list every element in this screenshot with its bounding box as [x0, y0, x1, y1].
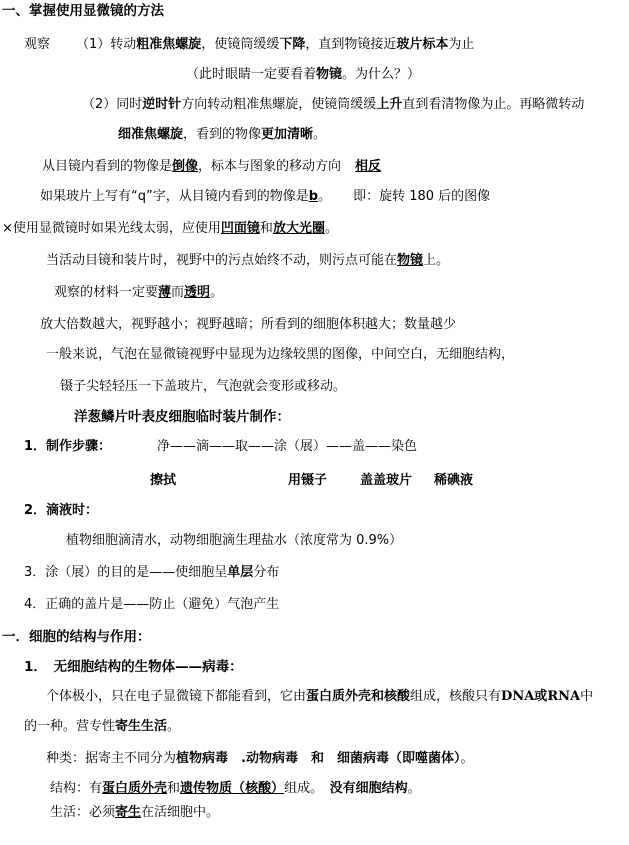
image-orientation-line — [42, 158, 381, 176]
descend-term: 下降 — [279, 37, 306, 52]
ascend-term: 上升 — [376, 97, 403, 112]
material-text: 。 — [210, 285, 224, 300]
note-text: 。为什么？） — [342, 67, 421, 82]
parasite-term: 寄生 — [115, 805, 142, 820]
rna-term: RNA — [547, 689, 581, 704]
no-cell-structure-term: 没有细胞结构 — [329, 781, 408, 796]
stain-text: 当活动目镜和装片时，视野中的污点始终不动，则污点可能在 — [46, 253, 398, 268]
orientation-text: 从目镜内看到的物像是 — [42, 159, 173, 174]
steps-label: 1．制作步骤： — [24, 439, 112, 454]
q-text: 如果玻片上写有“q”字，从目镜内看到的物像是 — [40, 189, 309, 204]
single-layer-term: 单层 — [227, 565, 254, 580]
nucleic-acid-term: 核酸 — [245, 781, 272, 796]
sub-label-wipe: 擦拭 — [150, 473, 177, 488]
slide-term: 玻片标本 — [396, 37, 449, 52]
q-text: 。 — [318, 189, 332, 204]
coarse-focus-term: 粗准焦螺旋 — [136, 37, 202, 52]
objective-term: 物镜 — [316, 67, 343, 82]
virus-text: 的一种。营专性 — [24, 719, 116, 734]
large-aperture-term: 放大光圈 — [272, 221, 325, 236]
item3-line — [24, 564, 279, 582]
thin-term: 薄 — [158, 285, 172, 300]
bacteriophage-term: 细菌病毒（即噬菌体） — [336, 751, 461, 766]
onion-title: 洋葱鳞片叶表皮细胞临时装片制作： — [74, 409, 290, 425]
fine-focus-term: 细准焦螺旋 — [118, 127, 184, 142]
drop-label: 2．滴液时： — [24, 503, 99, 518]
step1-text: ，使镜筒缓缓 — [201, 37, 280, 52]
step1-text: （1）转动 — [76, 37, 137, 52]
note-text: （此时眼睛一定要看着 — [186, 67, 317, 82]
steps-text: 净——滴——取——涂（展）——盖——染色 — [157, 439, 418, 454]
bubble-line2: 镊子尖轻轻压一下盖玻片，气泡就会变形或移动。 — [60, 379, 347, 394]
structure-text: 。 — [407, 781, 421, 796]
material-text: 观察的材料一定要 — [54, 285, 159, 300]
item3-text: 分布 — [253, 565, 280, 580]
opposite-term: 相反 — [355, 159, 382, 174]
inverted-term: 倒像 — [172, 159, 199, 174]
virus-text: 。 — [167, 719, 181, 734]
virus-p2 — [24, 718, 180, 736]
parasitic-term: 寄生生活 — [115, 719, 168, 734]
genetic-material-close: ） — [271, 781, 285, 796]
step2-line1 — [82, 96, 584, 114]
section-title-cell: 一．细胞的结构与作用： — [2, 629, 151, 645]
orientation-text: ，标本与图象的移动方向 — [198, 159, 342, 174]
step2-text: 。 — [313, 127, 327, 142]
observe-label: 观察 — [24, 37, 51, 52]
bubble-line1: 一般来说，气泡在显微镜视野中显现为边缘较黑的图像，中间空白，无细胞结构， — [46, 347, 515, 362]
transparent-term: 透明 — [184, 285, 211, 300]
rotation-note: 即：旋转 180 后的图像 — [353, 189, 491, 204]
dna-term: DNA — [501, 689, 535, 704]
stain-note-line — [46, 252, 449, 270]
plant-virus-term: 植物病毒 — [176, 751, 229, 766]
structure-text: 和 — [167, 781, 181, 796]
virus-types-line — [46, 750, 474, 768]
step2-line2 — [118, 126, 326, 144]
types-text: 种类：据寄主不同分为 — [46, 751, 177, 766]
steps-line — [24, 438, 417, 456]
step2-text: 方向转动粗准焦螺旋，使镜筒缓缓 — [181, 97, 377, 112]
protein-nucleic-term: 蛋白质外壳和核酸 — [306, 689, 411, 704]
step2-text: （2）同时 — [82, 97, 143, 112]
virus-text: 组成，核酸只有 — [410, 689, 502, 704]
types-text: 。 — [460, 751, 474, 766]
step2-text: 直到看清物像为止。再略微转动 — [402, 97, 585, 112]
structure-text: 组成。 — [284, 781, 330, 796]
step2-text: ，看到的物像 — [183, 127, 262, 142]
section-title-microscope: 一、掌握使用显微镜的方法 — [2, 3, 164, 19]
dim-text: ×使用显微镜时如果光线太弱，应使用 — [2, 221, 221, 236]
sub-label-iodine: 稀碘液 — [434, 473, 474, 488]
virus-text: 中 — [580, 689, 594, 704]
step1-text: ，直到物镜接近 — [305, 37, 397, 52]
magnification-line: 放大倍数越大，视野越小；视野越暗；所看到的细胞体积越大；数量越少 — [40, 317, 457, 332]
dim-text: 和 — [259, 221, 273, 236]
objective-lens-term: 物镜 — [397, 253, 424, 268]
genetic-material-term: 遗传物质（ — [180, 781, 246, 796]
concave-mirror-term: 凹面镜 — [220, 221, 260, 236]
or-term: 或 — [534, 689, 548, 704]
sub-label-coverslip: 盖盖玻片 — [360, 473, 413, 488]
animal-virus-term: .动物病毒 和 — [228, 751, 337, 766]
dim-text: 。 — [324, 221, 338, 236]
step1-text: 为止 — [448, 37, 475, 52]
b-answer: b — [308, 189, 319, 204]
item4-line: 4．正确的盖片是——防止（避免）气泡产生 — [24, 597, 280, 612]
virus-text: 个体极小，只在电子显微镜下都能看到，它由 — [46, 689, 307, 704]
stain-text: 上。 — [423, 253, 450, 268]
step1-note — [186, 66, 420, 84]
virus-structure-line — [50, 780, 421, 798]
dim-light-line — [2, 220, 338, 238]
virus-heading: 1． 无细胞结构的生物体——病毒： — [24, 659, 243, 675]
virus-p1 — [46, 688, 593, 706]
life-text: 在活细胞中。 — [141, 805, 220, 820]
counterclockwise-term: 逆时针 — [142, 97, 182, 112]
virus-life-line — [50, 804, 219, 822]
protein-shell-term: 蛋白质外壳 — [102, 781, 168, 796]
step1-line — [24, 36, 474, 54]
life-text: 生活：必须 — [50, 805, 116, 820]
q-example-line — [40, 188, 490, 206]
clearer-term: 更加清晰 — [261, 127, 314, 142]
item3-text: 3．涂（展）的目的是——使细胞呈 — [24, 565, 228, 580]
material-text: 而 — [171, 285, 185, 300]
sub-label-tweezers: 用镊子 — [288, 473, 328, 488]
structure-text: 结构：有 — [50, 781, 103, 796]
material-line — [54, 284, 223, 302]
drop-text: 植物细胞滴清水，动物细胞滴生理盐水（浓度常为 0.9%） — [66, 533, 403, 548]
